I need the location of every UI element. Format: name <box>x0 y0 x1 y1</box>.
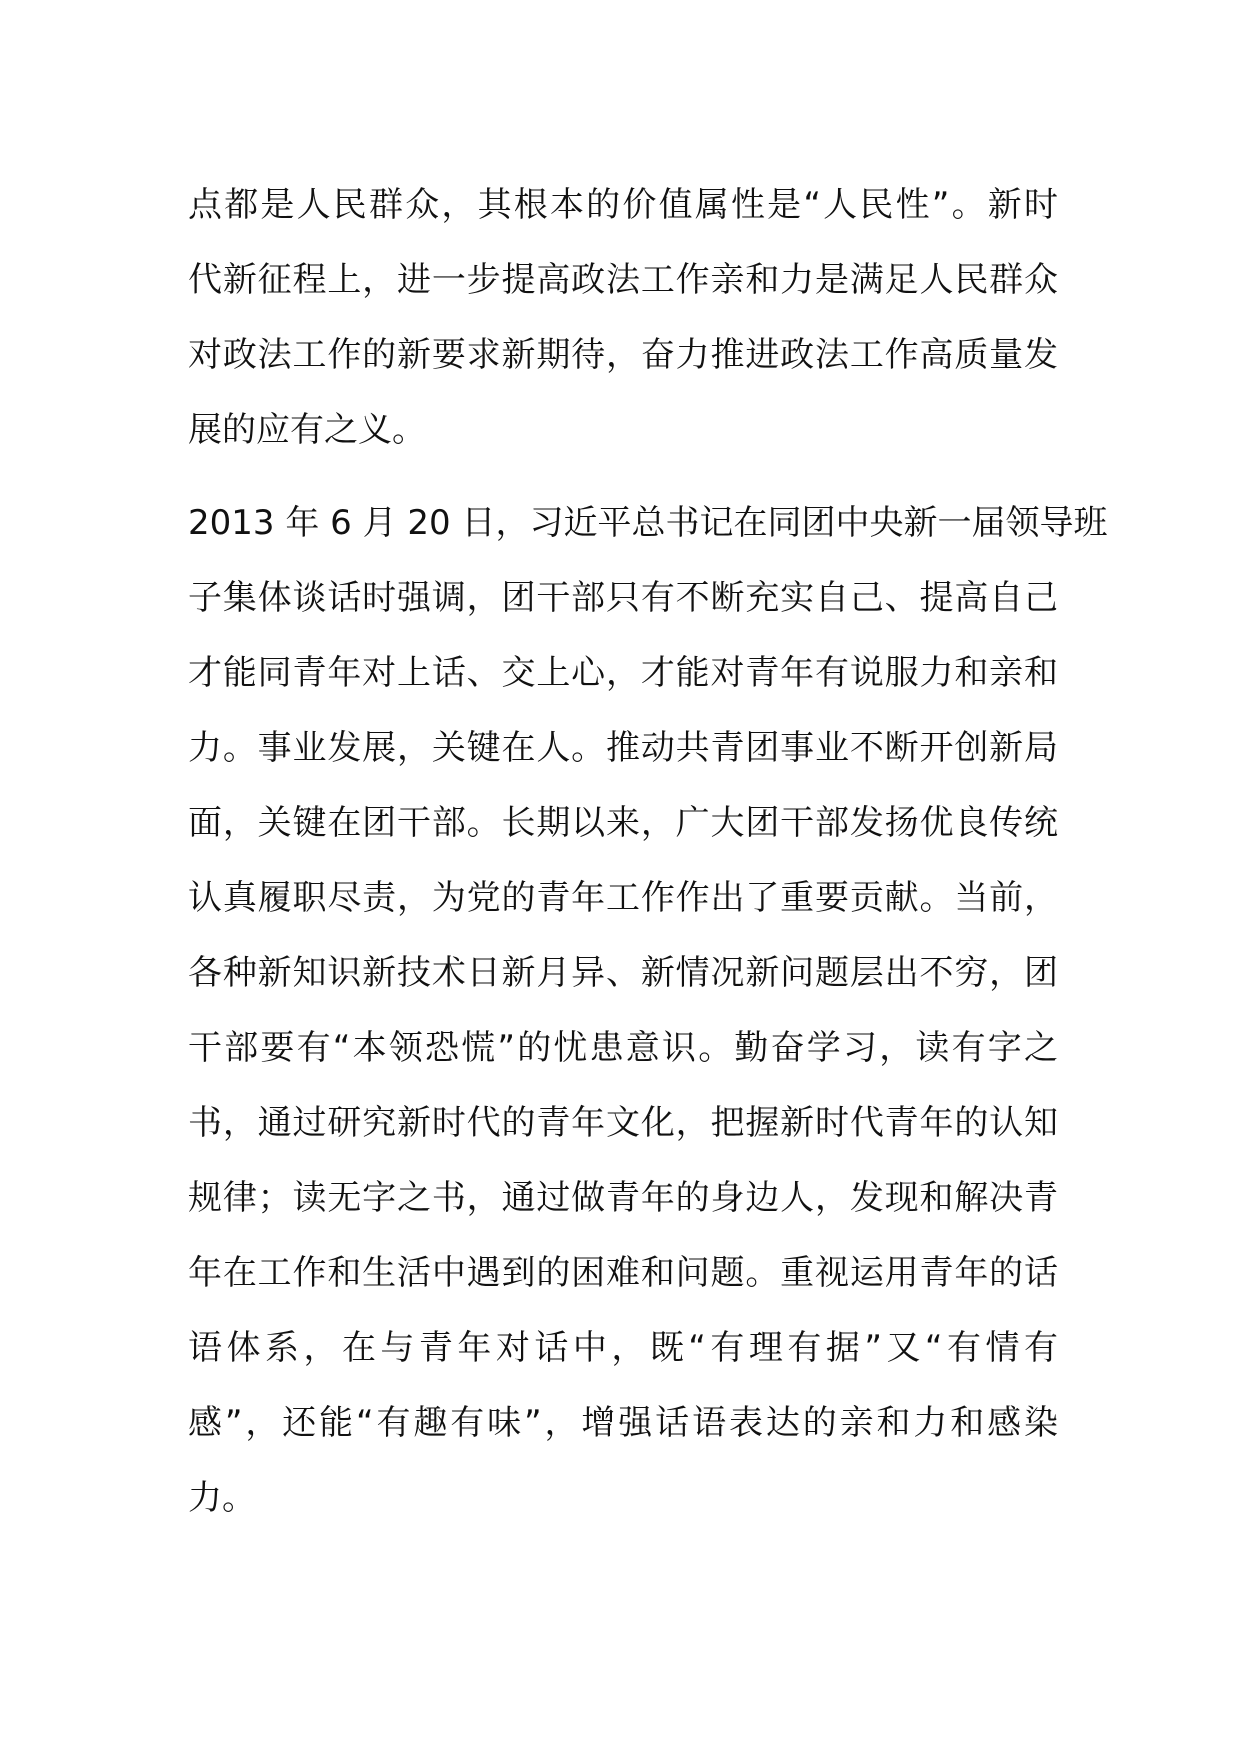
document-body <box>188 168 1108 1536</box>
text-line: 认真履职尽责，为党的青年工作作出了重要贡献。当前， <box>188 878 1058 918</box>
text-line: 2013 年 6 月 20 日，习近平总书记在同团中央新一届领导班 <box>188 503 1108 543</box>
text-line: 各种新知识新技术日新月异、新情况新问题层出不穷，团 <box>188 953 1058 993</box>
text-line: 面，关键在团干部。长期以来，广大团干部发扬优良传统 <box>188 803 1058 843</box>
text-line: 规律；读无字之书，通过做青年的身边人，发现和解决青 <box>188 1178 1058 1218</box>
text-line: 力。事业发展，关键在人。推动共青团事业不断开创新局 <box>188 728 1058 768</box>
paragraph-2 <box>188 486 1108 1536</box>
text-line: 才能同青年对上话、交上心，才能对青年有说服力和亲和 <box>188 653 1058 693</box>
text-line: 年在工作和生活中遇到的困难和问题。重视运用青年的话 <box>188 1253 1058 1293</box>
text-line: 语体系，在与青年对话中，既“有理有据”又“有情有 <box>188 1328 1058 1368</box>
text-line: 代新征程上，进一步提高政法工作亲和力是满足人民群众 <box>188 260 1058 300</box>
text-line: 感”，还能“有趣有味”，增强话语表达的亲和力和感染 <box>188 1403 1058 1443</box>
text-line: 力。 <box>188 1478 256 1518</box>
text-line: 展的应有之义。 <box>188 410 426 450</box>
text-line: 子集体谈话时强调，团干部只有不断充实自己、提高自己 <box>188 578 1058 618</box>
text-line: 对政法工作的新要求新期待，奋力推进政法工作高质量发 <box>188 335 1058 375</box>
text-line: 干部要有“本领恐慌”的忧患意识。勤奋学习，读有字之 <box>188 1028 1058 1068</box>
text-line: 书，通过研究新时代的青年文化，把握新时代青年的认知 <box>188 1103 1058 1143</box>
text-line: 点都是人民群众，其根本的价值属性是“人民性”。新时 <box>188 185 1058 225</box>
paragraph-1 <box>188 168 1058 468</box>
